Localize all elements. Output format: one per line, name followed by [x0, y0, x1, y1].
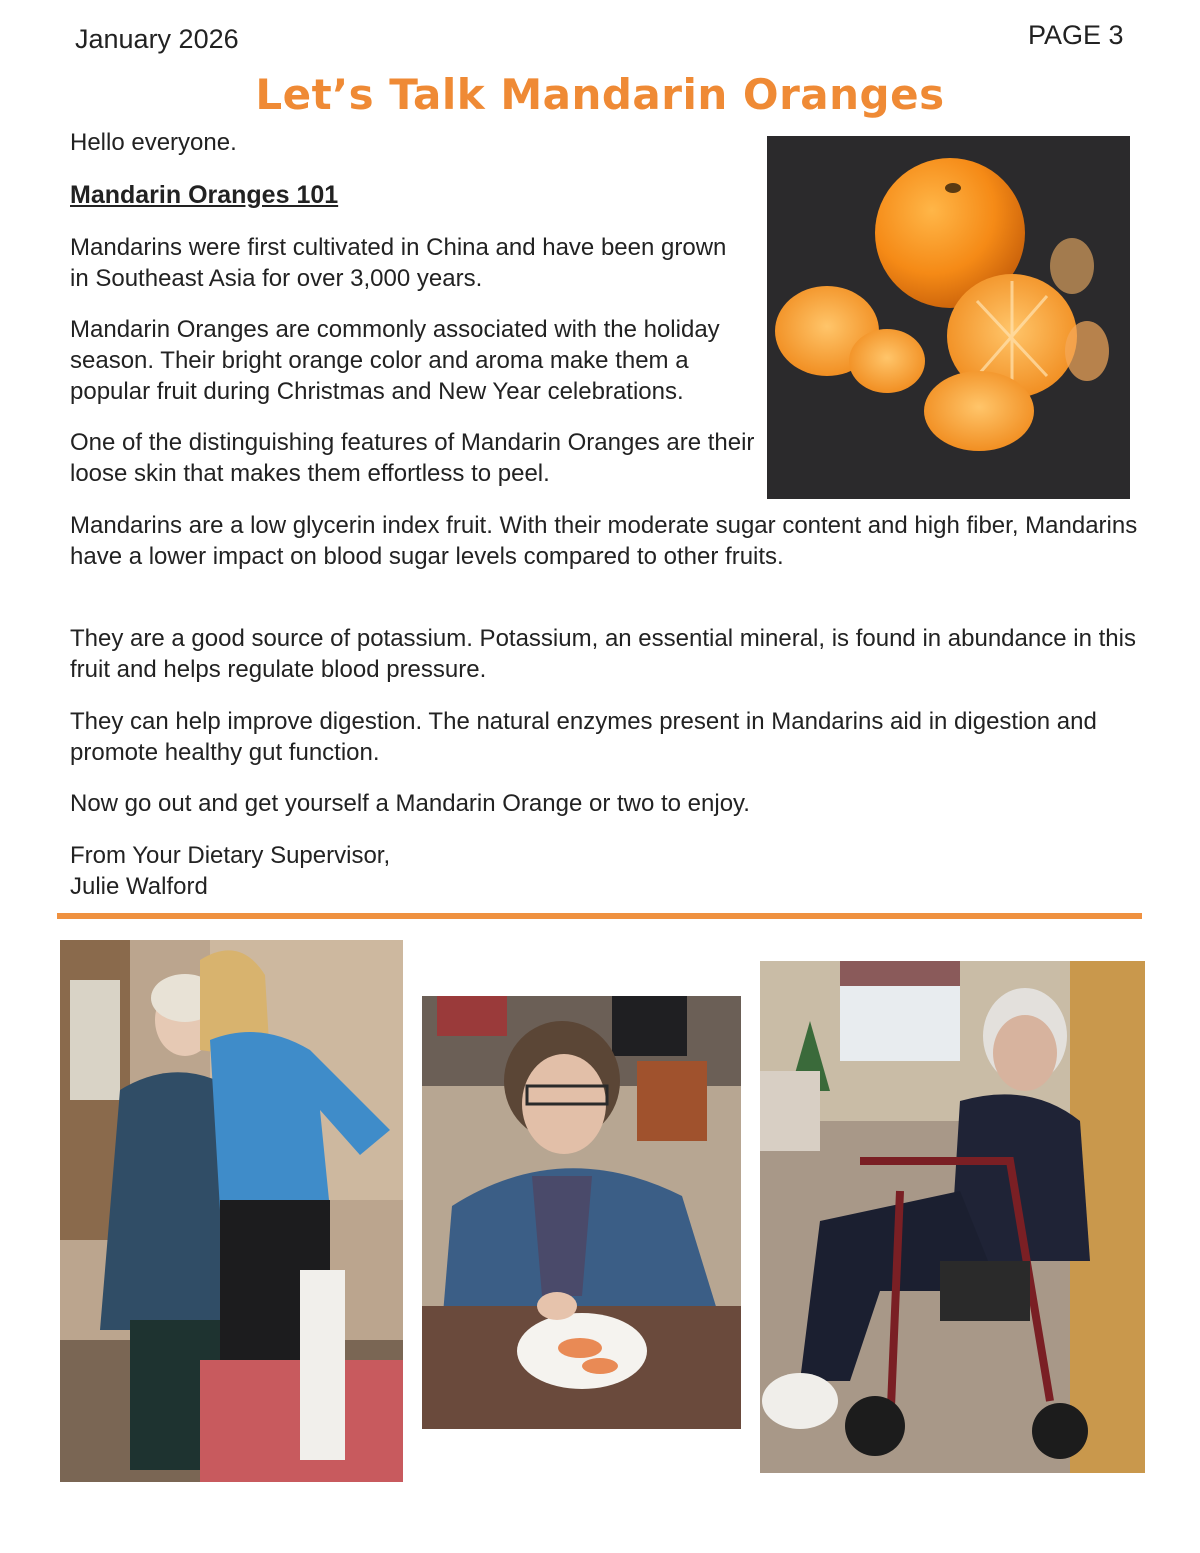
photo-two-women [60, 940, 403, 1482]
paragraph: Mandarin Oranges are commonly associated with the holiday season. Their bright orange color and aroma make them a popular fruit during Christmas and New Year celebrations. [70, 316, 720, 405]
paragraph: Mandarins are a low glycerin index fruit. With their moderate sugar content and high fiber, Mandarins have a lower impact on blood sugar levels compared to other fruits. [70, 512, 1138, 570]
page-number: PAGE 3 [1028, 20, 1124, 50]
paragraph: They can help improve digestion. The natural enzymes present in Mandarins aid in digestion and promote healthy gut function. [70, 708, 1097, 766]
photo-woman-eating-fruit [422, 996, 741, 1429]
photo-woman-with-walker [760, 961, 1145, 1473]
section-heading: Mandarin Oranges 101 [70, 181, 339, 209]
page-title: Let’s Talk Mandarin Oranges [255, 70, 945, 119]
mandarin-orange-illustration [767, 136, 1130, 499]
mandarin-orange-photo [767, 136, 1130, 499]
signoff-title: From Your Dietary Supervisor, [70, 842, 391, 869]
paragraph: One of the distinguishing features of Mandarin Oranges are their loose skin that makes them effortless to peel. [70, 429, 755, 487]
paragraph: Now go out and get yourself a Mandarin Orange or two to enjoy. [70, 790, 750, 817]
photo-woman-eating-fruit-illustration [422, 996, 741, 1429]
paragraph: Mandarins were first cultivated in China and have been grown in Southeast Asia for over 3,000 years. [70, 234, 727, 292]
photo-woman-with-walker-illustration [760, 961, 1145, 1473]
photo-two-women-illustration [60, 940, 403, 1482]
paragraph: They are a good source of potassium. Potassium, an essential mineral, is found in abundance in this fruit and helps regulate blood pressure. [70, 625, 1136, 683]
greeting: Hello everyone. [70, 129, 237, 156]
issue-date: January 2026 [75, 24, 239, 54]
divider [57, 913, 1142, 919]
signoff-name: Julie Walford [70, 873, 208, 900]
signoff [70, 840, 390, 902]
